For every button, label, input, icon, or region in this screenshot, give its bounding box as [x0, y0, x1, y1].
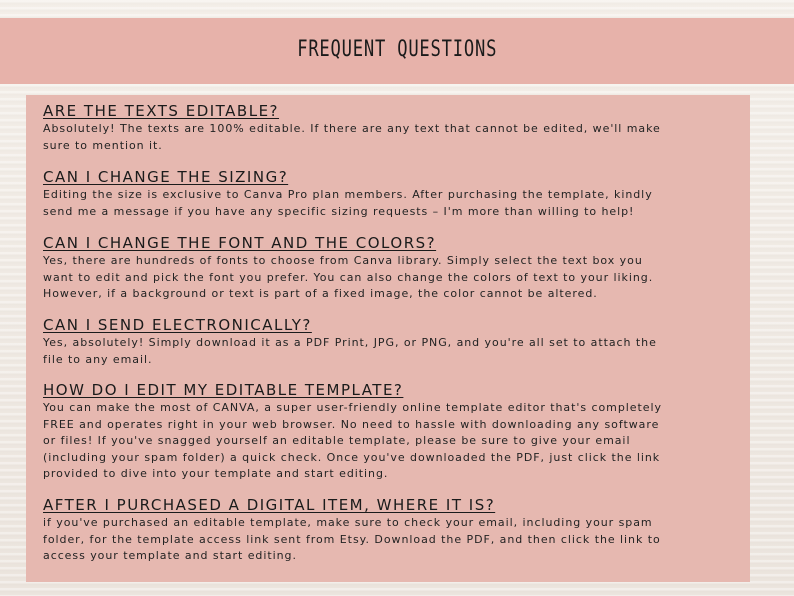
faq-answer-line: (including your spam folder) a quick check. Once you've downloaded the PDF, just click the link — [43, 450, 661, 464]
faq-answer-line: Editing the size is exclusive to Canva Pro plan members. After purchasing the template, kindly — [43, 188, 653, 201]
header-banner — [0, 18, 794, 84]
faq-answer-line: if you've purchased an editable template, make sure to check your email, including your spam — [43, 516, 653, 529]
faq-answer-line: Yes, absolutely! Simply download it as a PDF Print, JPG, or PNG, and you're all set to attach the — [43, 336, 657, 349]
faq-answer-line: provided to dive into your template and start editing. — [43, 467, 389, 480]
faq-answer-line: Yes, there are hundreds of fonts to choose from Canva library. Simply select the text box you — [43, 254, 643, 267]
page-title: FREQUENT QUESTIONS — [296, 36, 497, 62]
faq-question: AFTER I PURCHASED A DIGITAL ITEM, WHERE IT IS? — [43, 496, 496, 514]
faq-item-change-sizing — [43, 168, 743, 219]
faq-answer-line: sure to mention it. — [43, 138, 163, 152]
faq-answer-line: folder, for the template access link sent from Etsy. Download the PDF, and then click the link to — [43, 532, 661, 546]
faq-answer-line: or files! If you've snagged yourself an editable template, please be sure to give your email — [43, 434, 631, 447]
faq-question: ARE THE TEXTS EDITABLE? — [43, 102, 280, 120]
faq-question: CAN I CHANGE THE FONT AND THE COLORS? — [43, 234, 437, 252]
faq-answer-line: You can make the most of CANVA, a super user-friendly online template editor that's completely — [43, 401, 662, 414]
faq-question: CAN I CHANGE THE SIZING? — [43, 168, 289, 186]
faq-answer-line: Absolutely! The texts are 100% editable. If there are any text that cannot be edited, we'll make — [43, 122, 661, 135]
faq-question: CAN I SEND ELECTRONICALLY? — [43, 316, 312, 334]
faq-item-font-colors — [43, 234, 743, 302]
faq-item-send-electronically — [43, 316, 743, 367]
faq-answer-line: FREE and operates right in your web browser. No need to hassle with downloading any software — [43, 417, 660, 431]
faq-answer-line: However, if a background or text is part of a fixed image, the color cannot be altered. — [43, 287, 598, 300]
faq-answer-line: send me a message if you have any specific sizing requests – I'm more than willing to help! — [43, 204, 635, 218]
faq-item-texts-editable — [43, 102, 743, 153]
faq-answer-line: want to edit and pick the font you prefer. You can also change the colors of text to your liking. — [43, 270, 654, 284]
faq-panel — [26, 95, 750, 582]
faq-question: HOW DO I EDIT MY EDITABLE TEMPLATE? — [43, 381, 404, 399]
faq-item-digital-item-location — [43, 496, 743, 564]
faq-item-edit-template — [43, 381, 743, 482]
faq-answer-line: file to any email. — [43, 352, 153, 366]
faq-answer-line: access your template and start editing. — [43, 549, 297, 562]
